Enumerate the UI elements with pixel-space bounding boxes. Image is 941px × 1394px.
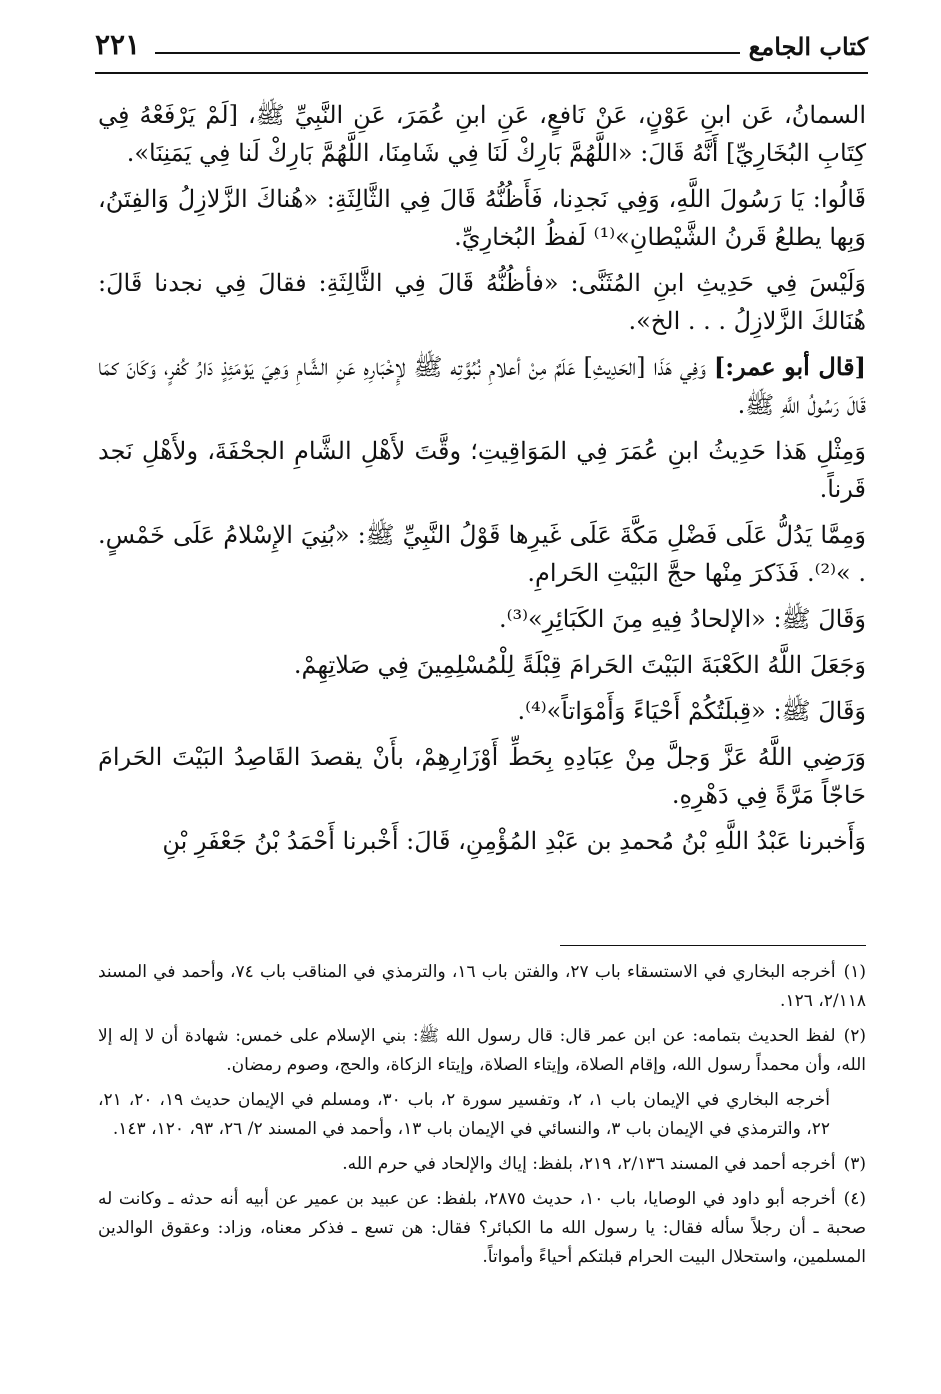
footnote-4 bbox=[98, 1185, 866, 1272]
paragraph: السمانُ، عَن ابنِ عَوْنٍ، عَنْ نَافعٍ، عَنِ ابنِ عُمَرَ، عَنِ النَّبِيِّ ﷺ، [لَمْ يَرْفَعْهُ فِي كِتَابِ البُخَارِيِّ] أَنَّهُ قَالَ: «اللَّهُمَّ بَارِكْ لَنَا فِي شَامِنَا، اللَّهُمَّ بَارِكْ لَنا فِي يَمَنِنَا». bbox=[98, 101, 866, 167]
footnote-number: (٢) bbox=[843, 1026, 866, 1046]
footnote-2 bbox=[98, 1022, 866, 1080]
footnote-text: أخرجه أحمد في المسند ٢/١٣٦، ٢١٩، بلفظ: إياك والإلحاد في حرم الله. bbox=[342, 1154, 836, 1174]
footnote-text: أخرجه البخاري في الاستسقاء باب ٢٧، والفتن باب ١٦، والترمذي في المناقب باب ٧٤، وأحمد في المسند ٢/١١٨، ١٢٦. bbox=[98, 962, 866, 1011]
book-title: كتاب الجامع bbox=[748, 32, 868, 61]
footnote-3 bbox=[98, 1150, 866, 1179]
paragraph: قَالُوا: يَا رَسُولَ اللَّهِ، وَفِي نَجدِنا، فَأَظُنُّهُ قَالَ فِي الثَّالِثَةِ: «هُناكَ الزَّلازِلُ وَالفِتَنُ، وَبِها يطلعُ قَرنُ الشَّيْطانِ»⁽¹⁾ لَفظُ البُخارِيِّ. bbox=[98, 185, 866, 251]
page-header bbox=[95, 28, 868, 74]
paragraph: وَأَخبرنا عَبْدُ اللَّهِ بْنُ مُحمدِ بن عَبْدِ المُؤْمِنِ، قَالَ: أَخْبرنا أَحْمَدُ بْنُ جَعْفَرِ بْنِ bbox=[162, 827, 866, 855]
footnotes bbox=[98, 958, 866, 1278]
footnote-number: (١) bbox=[843, 962, 866, 982]
page-number: ٢٢١ bbox=[95, 28, 141, 61]
footnote-text: لفظ الحديث بتمامه: عن ابن عمر قال: قال رسول الله ﷺ: بني الإسلام على خمس: شهادة أن لا إله إلا الله، وأن محمداً رسول الله، وإقام الصلاة، وإيتاء الصلاة، وإيتاء الزكاة، والحج، وصوم رمضان. bbox=[98, 1026, 866, 1075]
paragraph: وَمِثْلِ هَذا حَدِيثُ ابنِ عُمَرَ فِي المَوَاقِيتِ؛ وقَّتَ لأَهْلِ الشَّامِ الجحْفَةَ، ولأَهْلِ نَجد قَرناً. bbox=[98, 437, 866, 503]
footnote-separator bbox=[560, 945, 866, 946]
footnote-1 bbox=[98, 958, 866, 1016]
header-rule bbox=[95, 72, 868, 74]
paragraph-text: وَفِي هَذَا [الحَدِيثِ] عَلَمٌ مِنْ أعلامِ نُبُوَّتِه ﷺ لإِخْبَارِهِ عَنِ الشَّامِ وَهِيَ يَوْمَئِذٍ دَارُ كُفرٍ، وَكَانَ كمَا قَالَ رَسُولُ اللَّهِ ﷺ. bbox=[98, 353, 866, 419]
paragraph: وَلَيْسَ فِي حَدِيثِ ابنِ المُثَنَّى: «فأظُنُّهُ قَالَ فِي الثَّالِثَةِ: فقالَ فِي نجدنا قَالَ: هُنَالكَ الزَّلازِلُ . . . الخ». bbox=[98, 269, 866, 335]
paragraph: وَرَضِي اللَّهُ عَزَّ وَجلَّ مِنْ عِبَادِهِ بِحَطِّ أَوْزَارِهِمْ، بأَنْ يقصدَ القَاصِدُ البَيْتَ الحَرامَ حَاجّاً مَرَّةً فِي دَهْرِهِ. bbox=[98, 743, 866, 809]
paragraph: وَقَالَ ﷺ: «الإلحادُ فِيهِ مِنَ الكَبَائِرِ»⁽³⁾. bbox=[498, 605, 866, 633]
footnote-2-continued: أخرجه البخاري في الإيمان باب ١، ٢، وتفسير سورة ٢، باب ٣٠، ومسلم في الإيمان حديث ١٩، ٢٠، ٢١، ٢٢، والترمذي في الإيمان باب ٣، والنسائي في الإيمان باب ١٣، وأحمد في المسند ٢/ ٢٦، ٩٣، ١٢٠، ١٤٣. bbox=[98, 1090, 831, 1139]
footnote-number: (٣) bbox=[843, 1154, 866, 1174]
paragraph: وَمِمَّا يَدُلُّ عَلَى فَضْلِ مَكَّةَ عَلَى غَيرِها قَوْلُ النَّبِيِّ ﷺ: «بُنِيَ الإِسْلامُ عَلَى خَمْسٍ. . »⁽²⁾. فَذَكرَ مِنْها حجَّ البَيْتِ الحَرامِ. bbox=[98, 521, 866, 587]
header-dash-line bbox=[155, 52, 740, 54]
paragraph: وَقَالَ ﷺ: «قِبلَتُكُمْ أَحْيَاءً وَأَمْوَاتاً»⁽⁴⁾. bbox=[517, 697, 866, 725]
paragraph bbox=[98, 348, 866, 424]
paragraph: وَجَعَلَ اللَّهُ الكَعْبَةَ البَيْتَ الحَرامَ قِبْلَةً لِلْمُسْلِمِينَ فِي صَلاتِهِمْ. bbox=[293, 651, 866, 679]
footnote-number: (٤) bbox=[843, 1189, 866, 1209]
lead-in: [قال أبو عمر:] bbox=[713, 352, 866, 381]
main-text bbox=[98, 96, 866, 868]
footnote-text: أخرجه أبو داود في الوصايا، باب ١٠، حديث ٢٨٧٥، بلفظ: عن عبيد بن عمير عن أبيه أنه حدثه ـ وكانت له صحبة ـ أن رجلاً سأله فقال: يا رسول الله ما الكبائر؟ فقال: هن تسع ـ فذكر معناه، وزاد: وعقوق الوالدين المسلمين، واستحلال البيت الحرام قبلتكم أحياءً وأمواتاً. bbox=[98, 1189, 866, 1267]
